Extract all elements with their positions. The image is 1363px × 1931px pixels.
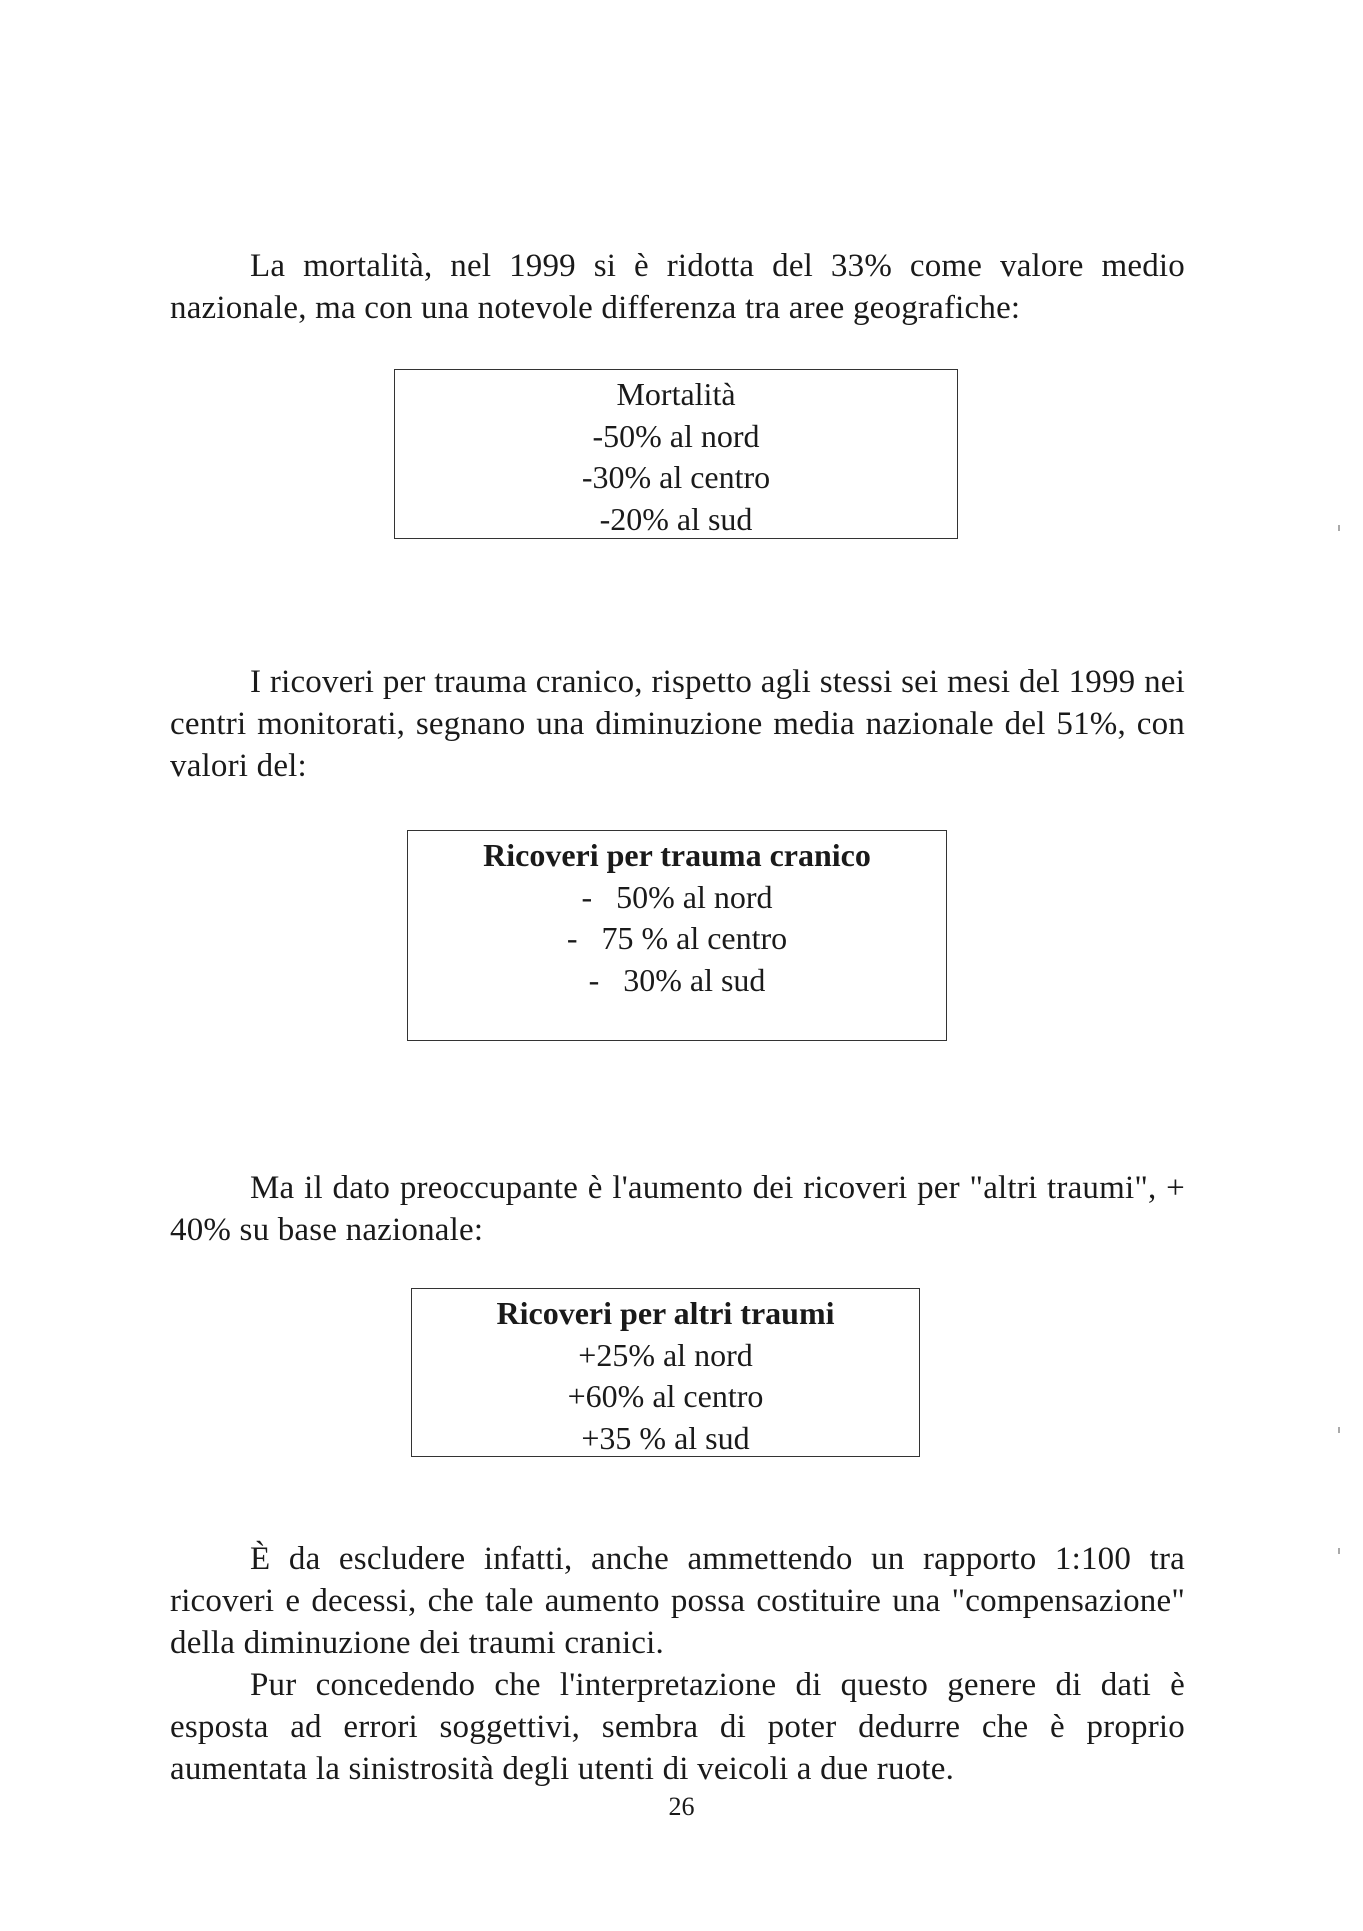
mortality-box-title: Mortalità	[616, 376, 736, 412]
head-trauma-box	[407, 830, 947, 1041]
head-trauma-box-line-centro: - 75 % al centro	[566, 920, 788, 956]
head-trauma-box-line-sud: - 30% al sud	[588, 961, 766, 998]
scan-mark	[1338, 1548, 1340, 1554]
paragraph-other-trauma-intro-text: Ma il dato preoccupante è l'aumento dei ricoveri per "altri traumi", + 40% su base nazionale:	[170, 1170, 1185, 1248]
paragraph-conclusion-text: Pur concedendo che l'interpretazione di questo genere di dati è esposta ad errori soggettivi, sembra di poter dedurre che è proprio aumentata la sinistrosità degli utenti di veicoli a due ruote.	[170, 1667, 1185, 1787]
paragraph-head-trauma-intro-text: I ricoveri per trauma cranico, rispetto agli stessi sei mesi del 1999 nei centri monitorati, segnano una diminuzione media nazionale del 51%, con valori del:	[170, 664, 1185, 784]
head-trauma-box-title: Ricoveri per trauma cranico	[483, 837, 871, 873]
other-trauma-box-line-sud: +35 % al sud	[581, 1419, 750, 1456]
paragraph-mortality-intro-text: La mortalità, nel 1999 si è ridotta del 33% come valore medio nazionale, ma con una notevole differenza tra aree geografiche:	[170, 248, 1185, 326]
other-trauma-box-line-nord: +25% al nord	[578, 1336, 753, 1373]
mortality-box-line-sud: -20% al sud	[599, 500, 753, 537]
paragraph-other-trauma-intro	[170, 1167, 1185, 1251]
mortality-box-line-nord: -50% al nord	[592, 417, 760, 454]
scan-mark	[1338, 525, 1340, 531]
mortality-box	[394, 369, 958, 539]
page-number: 26	[668, 1792, 695, 1821]
paragraph-compensation-text: È da escludere infatti, anche ammettendo un rapporto 1:100 tra ricoveri e decessi, che tale aumento possa costituire una "compensazione" della diminuzione dei traumi cranici.	[170, 1541, 1185, 1661]
paragraph-conclusion	[170, 1664, 1185, 1790]
other-trauma-box-title: Ricoveri per altri traumi	[496, 1295, 835, 1331]
paragraph-head-trauma-intro	[170, 661, 1185, 787]
paragraph-mortality-intro	[170, 245, 1185, 329]
other-trauma-box	[411, 1288, 920, 1457]
mortality-box-line-centro: -30% al centro	[581, 459, 771, 495]
other-trauma-box-line-centro: +60% al centro	[567, 1378, 764, 1414]
scan-mark	[1338, 1427, 1340, 1433]
head-trauma-box-line-nord: - 50% al nord	[581, 878, 773, 915]
paragraph-compensation	[170, 1538, 1185, 1664]
